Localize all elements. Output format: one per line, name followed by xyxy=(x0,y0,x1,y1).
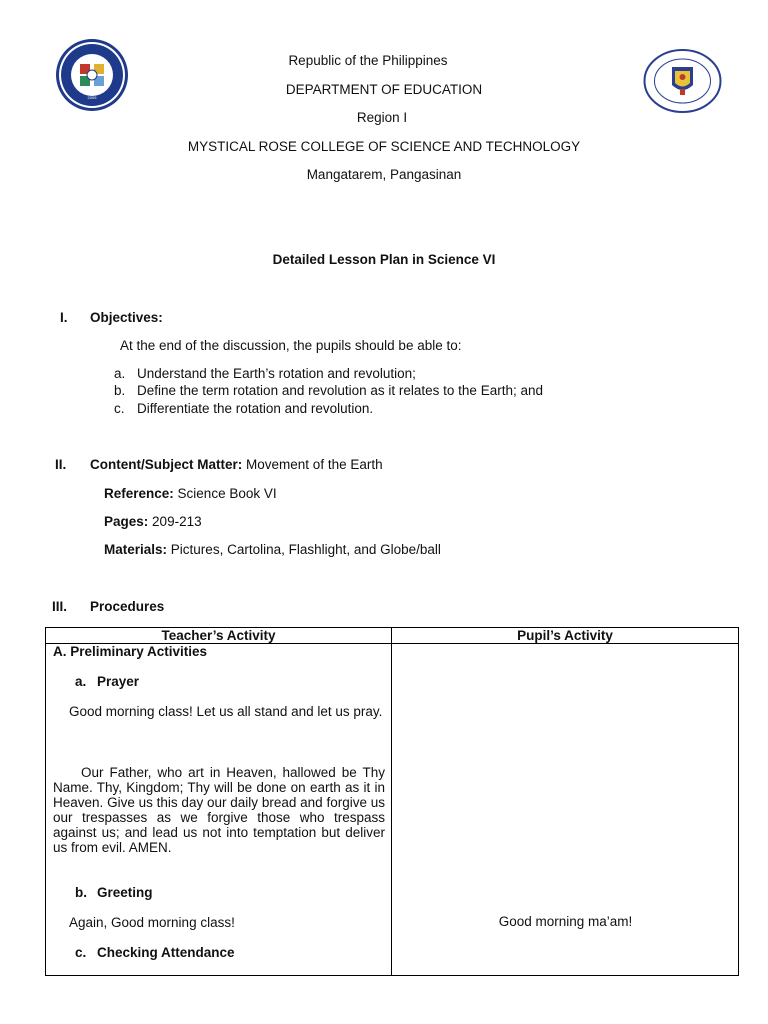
teacher-activity-header: Teacher’s Activity xyxy=(46,628,392,644)
attendance-title: Checking Attendance xyxy=(97,945,235,960)
materials-value: Pictures, Cartolina, Flashlight, and Globe/ball xyxy=(170,542,441,557)
greeting-letter: b. xyxy=(75,885,87,900)
prayer-title: Prayer xyxy=(97,674,140,689)
objective-a-text: Understand the Earth’s rotation and revolution; xyxy=(137,366,416,381)
prayer-intro: Good morning class! Let us all stand and let us pray. xyxy=(69,704,383,719)
reference-value: Science Book VI xyxy=(177,486,277,501)
objective-a-letter: a. xyxy=(114,366,126,381)
section-2-number: II. xyxy=(55,457,67,472)
section-1-number: I. xyxy=(60,310,68,325)
objective-b-letter: b. xyxy=(114,383,126,398)
header-location: Mangatarem, Pangasinan xyxy=(306,167,462,182)
pupil-activity-cell xyxy=(392,644,739,976)
objective-c-text: Differentiate the rotation and revolution. xyxy=(137,401,374,416)
objective-b-text: Define the term rotation and revolution as it relates to the Earth; and xyxy=(137,383,543,398)
attendance-letter: c. xyxy=(75,945,87,960)
objectives-intro: At the end of the discussion, the pupils should be able to: xyxy=(120,338,462,353)
header-school: MYSTICAL ROSE COLLEGE OF SCIENCE AND TECHNOLOGY xyxy=(187,139,581,154)
preliminary-activities: A. Preliminary Activities xyxy=(53,644,208,659)
section-3-title: Procedures xyxy=(90,599,165,614)
materials-line xyxy=(104,542,441,557)
section-1-title: Objectives: xyxy=(90,310,163,325)
reference-line xyxy=(104,486,277,501)
page-title: Detailed Lesson Plan in Science VI xyxy=(272,252,496,267)
subject-matter-label: Content/Subject Matter: xyxy=(90,457,243,472)
table-row xyxy=(46,644,739,976)
teacher-activity-cell xyxy=(46,644,392,976)
greeting-title: Greeting xyxy=(97,885,153,900)
objective-c-letter: c. xyxy=(114,401,125,416)
prayer-text: Our Father, who art in Heaven, hallowed be Thy Name. Thy, Kingdom; Thy will be done on earth as it in Heaven. Give us this day our daily bread and forgive us our trespasses as we forgive those who trespass against us; and lead us not into temptation but deliver us from evil. AMEN. xyxy=(53,765,385,855)
header-deped: DEPARTMENT OF EDUCATION xyxy=(285,82,483,97)
table-header-row xyxy=(46,628,739,644)
pages-value: 209-213 xyxy=(152,514,202,529)
reference-label: Reference: xyxy=(104,486,174,501)
pages-label: Pages: xyxy=(104,514,149,529)
school-logo xyxy=(55,38,129,112)
pupil-activity-header: Pupil’s Activity xyxy=(392,628,739,644)
header-region: Region I xyxy=(356,110,408,125)
greeting-teacher: Again, Good morning class! xyxy=(69,915,235,930)
procedures-table xyxy=(45,627,739,976)
section-3-number: III. xyxy=(52,599,68,614)
subject-matter-value: Movement of the Earth xyxy=(246,457,383,472)
subject-matter-line xyxy=(90,457,383,472)
header-republic: Republic of the Philippines xyxy=(288,53,448,68)
svg-text:2005: 2005 xyxy=(87,95,97,100)
greeting-pupil: Good morning ma’am! xyxy=(498,914,633,929)
pages-line xyxy=(104,514,202,529)
materials-label: Materials: xyxy=(104,542,168,557)
prayer-letter: a. xyxy=(75,674,87,689)
